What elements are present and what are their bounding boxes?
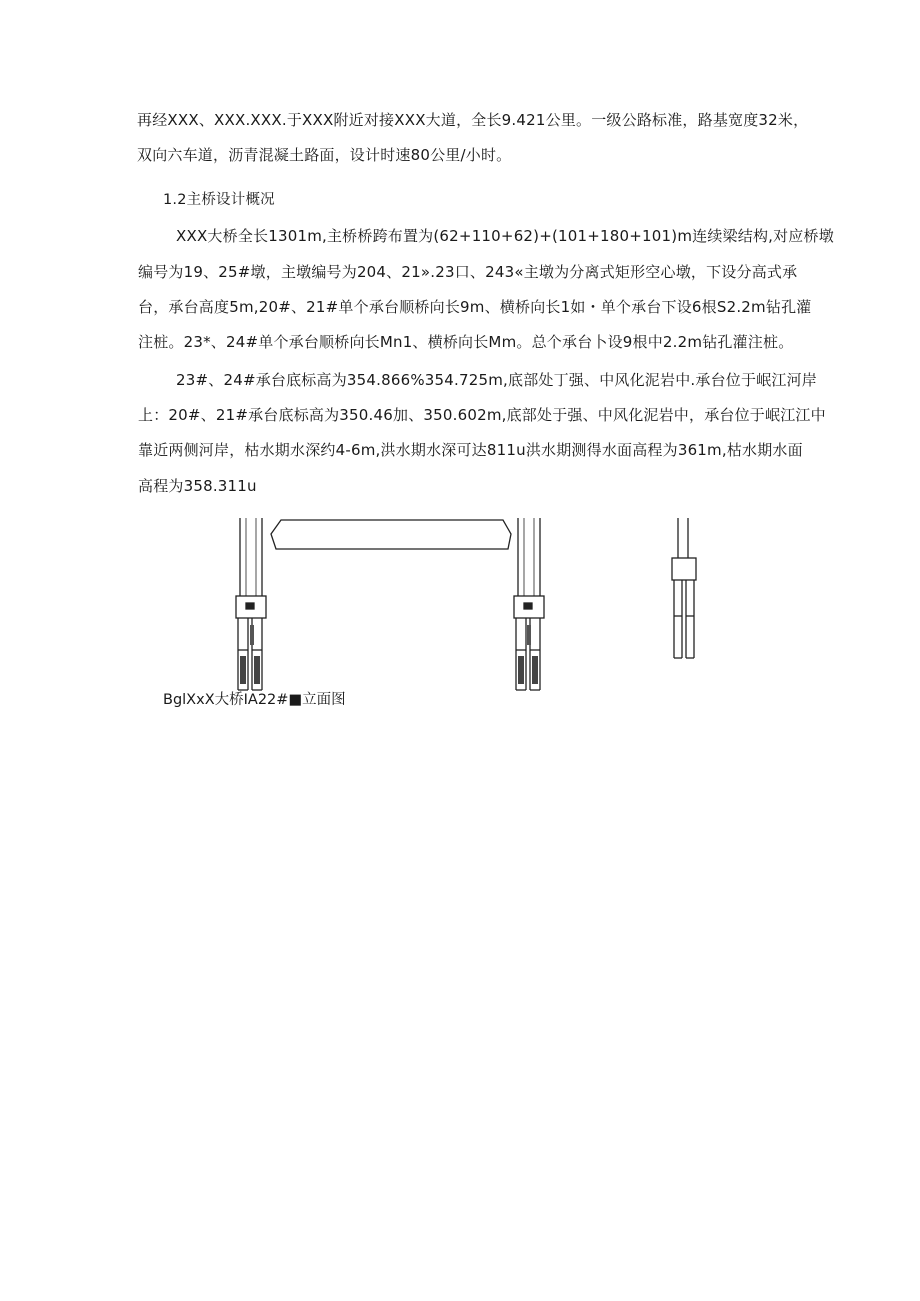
left-pier	[236, 518, 266, 690]
paragraph-2-line-1: XXX大桥全长1301m,主桥桥跨布置为(62+110+62)+(101+180+101)m连续梁结构,对应桥墩	[176, 227, 834, 245]
paragraph-2-line-2: 编号为19、25#墩，主墩编号为204、21».23口、243«主墩为分离式矩形空心墩，下设分高式承	[138, 263, 798, 281]
box-girder	[271, 520, 511, 549]
paragraph-2-line-3: 台，承台高度5m,20#、21#单个承台顺桥向长9m、横桥向长1如・单个承台下设6根S2.2m钻孔灌	[138, 298, 812, 316]
section-heading: 1.2主桥设计概况	[163, 192, 275, 208]
paragraph-1-line-1: 再经XXX、XXX.XXX.于XXX附近对接XXX大道，全长9.421公里。一级公路标准，路基宽度32米，	[137, 111, 809, 129]
figure-caption: BglXxX大桥IA22#■立面图	[163, 692, 346, 708]
paragraph-3-line-4: 高程为358.311u	[138, 477, 257, 495]
paragraph-3-line-3: 靠近两侧河岸，枯水期水深约4-6m,洪水期水深可达811u洪水期测得水面高程为361m,枯水期水面	[138, 441, 803, 459]
right-pier	[672, 518, 696, 658]
paragraph-3-line-2: 上：20#、21#承台底标高为350.46加、350.602m,底部处于强、中风化泥岩中，承台位于岷江江中	[138, 406, 826, 424]
paragraph-3-line-1: 23#、24#承台底标高为354.866%354.725m,底部处丁强、中风化泥岩中.承台位于岷江河岸	[176, 371, 817, 389]
right-pile-cap	[672, 558, 696, 580]
middle-pier	[514, 518, 544, 690]
paragraph-1-line-2: 双向六车道，沥青混凝土路面，设计时速80公里/小时。	[137, 146, 512, 164]
paragraph-2-line-4: 注桩。23*、24#单个承台顺桥向长Mn1、横桥向长Mm。总个承台卜设9根中2.2m钻孔灌注桩。	[138, 333, 794, 351]
